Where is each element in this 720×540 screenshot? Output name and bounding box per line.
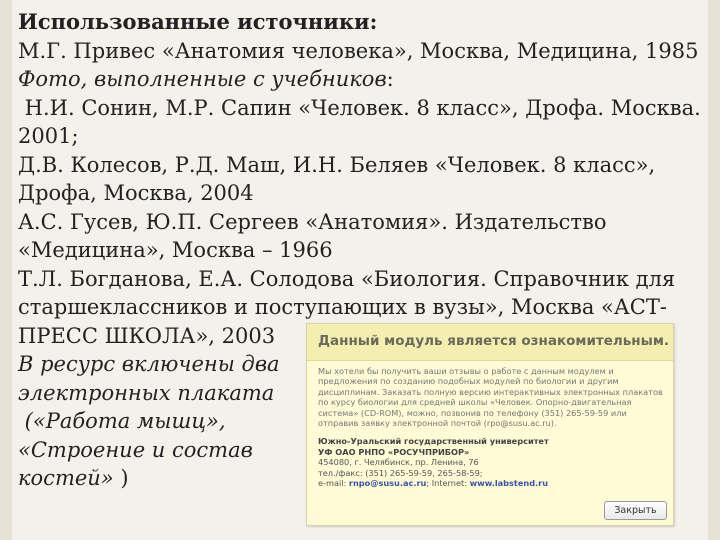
email-label: e-mail:: [318, 478, 349, 489]
dialog-header: [307, 324, 673, 361]
source-line-4a: Д.В. Колесов, Р.Д. Маш, И.Н. Беляев «Человек. 8 класс»,: [18, 152, 656, 177]
note-line-2: электронных плаката: [18, 380, 275, 405]
source-line-5b: «Медицина», Москва – 1966: [18, 238, 333, 262]
source-line-1: М.Г. Привес «Анатомия человека», Москва, Медицина, 1985: [18, 38, 699, 63]
note-line-5-italic: костей»: [18, 466, 114, 490]
website-link[interactable]: www.labstend.ru: [469, 478, 549, 489]
close-button[interactable]: Закрыть: [604, 501, 667, 520]
demo-module-dialog: [306, 323, 674, 526]
source-line-6a: Т.Л. Богданова, Е.А. Солодова «Биология. Справочник для: [18, 266, 676, 291]
org-company: [318, 447, 664, 457]
note-line-4: «Строение и состав: [18, 437, 253, 462]
photo-colon: :: [386, 67, 394, 91]
note-line-5-end: ): [113, 466, 129, 490]
note-line-1: В ресурс включены два: [18, 352, 280, 376]
photo-label: Фото, выполненные с учебников: [18, 67, 387, 91]
org-address: 454080, г. Челябинск, пр. Ленина, 76: [318, 457, 479, 468]
sources-title: Использованные источники:: [18, 9, 378, 34]
org-company-name: УФ ОАО РНПО «РОСУЧПРИБОР»: [318, 446, 470, 457]
note-line-3: («Работа мышц»,: [18, 409, 226, 433]
photo-line: [18, 65, 708, 94]
dialog-body: [318, 366, 664, 488]
source-line-4b: Дрофа, Москва, 2004: [18, 181, 254, 205]
note-line-5: [18, 464, 303, 493]
org-university: [318, 436, 664, 446]
org-phone: тел./факс: (351) 265-59-59, 265-58-59;: [318, 467, 483, 478]
email-link[interactable]: rnpo@susu.ac.ru: [348, 478, 427, 489]
source-line-3a: Н.И. Сонин, М.Р. Сапин «Человек. 8 класс», Дрофа. Москва.: [18, 95, 701, 120]
source-line-5a: А.С. Гусев, Ю.П. Сергеев «Анатомия». Издательство: [18, 209, 607, 234]
org-university-name: Южно-Уральский государственный университет: [318, 436, 549, 447]
dialog-title: Данный модуль является ознакомительным.: [318, 333, 669, 349]
source-line-3b: 2001;: [18, 124, 79, 148]
internet-label: ; Internet:: [426, 478, 470, 489]
source-line-6c: ПРЕСС ШКОЛА», 2003: [18, 323, 276, 348]
source-line-6b: старшеклассников и поступающих в вузы», Москва «АСТ-: [18, 295, 667, 319]
dialog-paragraph: Мы хотели бы получить ваши отзывы о работе с данным модулем и предложения по созданию подобных модулей по биологии и другим дисциплинам. Заказать полную версию интерактивных электронных плакатов по курсу биологии для средней школы «Человек. Опорно-двигательная система» (CD-ROM), можно, позвонив по телефону (351) 265-59-59 или отправив заявку электронной почтой (rpo@susu.ac.ru).: [318, 366, 663, 429]
org-contacts: [318, 478, 664, 488]
